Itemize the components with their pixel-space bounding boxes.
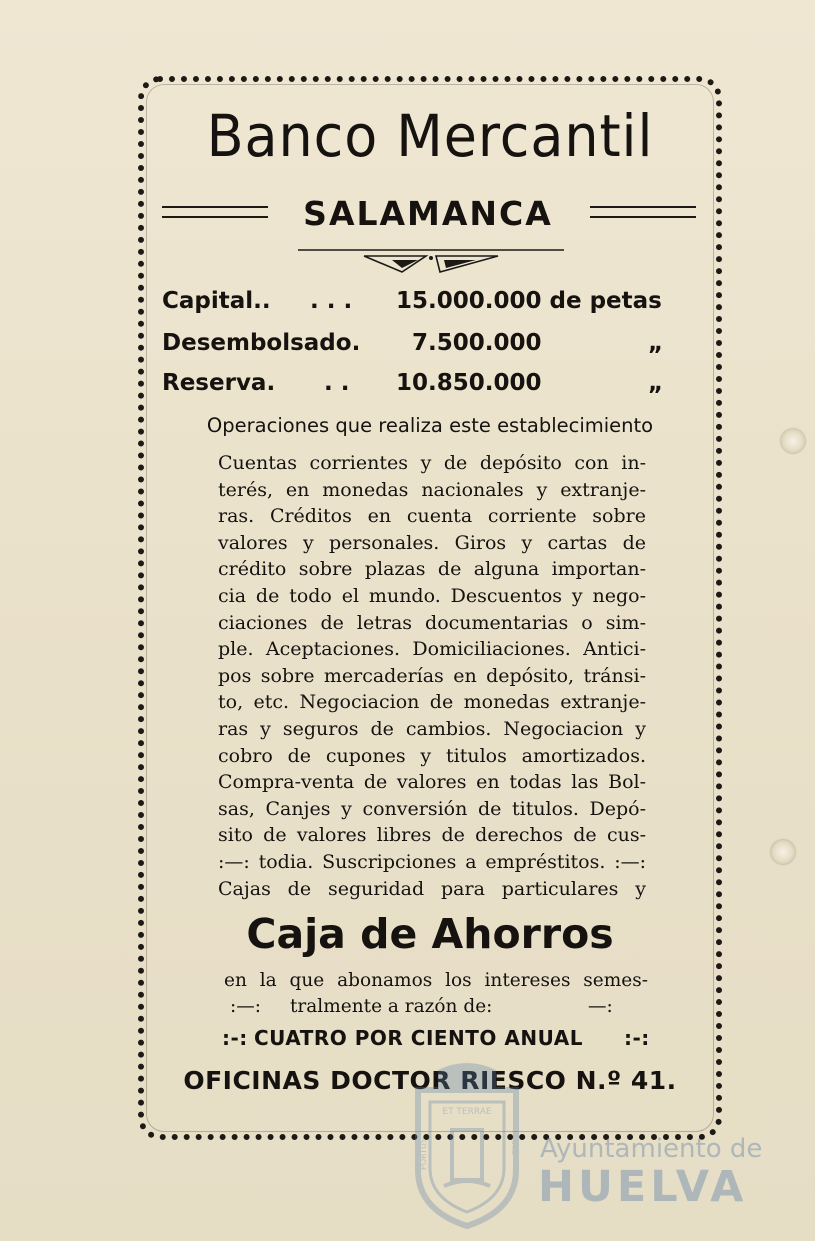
watermark-line2: HUELVA [538, 1162, 748, 1212]
savings-title: Caja de Ahorros [246, 910, 614, 958]
punch-hole [781, 429, 805, 453]
operations-line: Cuentas corrientes y de depósito con in- [218, 452, 646, 474]
office-address: OFICINAS DOCTOR RIESCO N.º 41. [183, 1066, 677, 1095]
operations-line: ras. Créditos en cuenta corriente sobre [218, 505, 646, 528]
operations-line: Compra-venta de valores en todas las Bol- [218, 771, 646, 794]
operations-line: crédito sobre plazas de alguna importan- [218, 558, 646, 581]
double-rule-right [590, 206, 696, 218]
capital-value: 15.000.000 de petas [396, 288, 662, 314]
operations-line: ple. Aceptaciones. Domiciliaciones. Antici- [218, 638, 646, 661]
operations-line: valores y personales. Giros y cartas de [218, 531, 646, 554]
watermark-seal-text: ET TERRAE [442, 1107, 492, 1117]
reserve-label: Reserva. [162, 370, 276, 396]
paid-in-row [162, 330, 702, 366]
rate-mark-left: :-: [222, 1026, 248, 1050]
city-banner [160, 194, 700, 234]
operations-line: sito de valores libres de derechos de cus- [218, 824, 646, 847]
capital-label: Capital.. [162, 288, 271, 314]
city-name: SALAMANCA [303, 194, 553, 233]
operations-line: cia de todo el mundo. Descuentos y nego- [218, 584, 646, 607]
double-rule-left [162, 206, 268, 218]
capital-row [162, 288, 702, 324]
paid-in-ditto: „ [648, 330, 664, 356]
reserve-dots: . . [324, 370, 350, 396]
operations-line: Cajas de seguridad para particulares y [218, 877, 646, 900]
operations-line: to, etc. Negociacion de monedas extranje- [218, 691, 646, 714]
operations-line: ciaciones de letras documentarias o sim- [218, 611, 646, 634]
operations-line: :—: todia. Suscripciones a empréstitos. :—: [218, 850, 646, 873]
watermark-seal-right: MARIS [510, 1130, 519, 1156]
savings-text-line: en la que abonamos los intereses semes- [224, 970, 648, 991]
interest-rate-text: CUATRO POR CIENTO ANUAL [254, 1026, 583, 1050]
watermark-line1: Ayuntamiento de [540, 1134, 763, 1164]
punch-hole [771, 840, 795, 864]
savings-rate-intro: tralmente a razón de: [290, 996, 493, 1017]
savings-mark-right: —: [588, 996, 613, 1017]
operations-heading: Operaciones que realiza este establecimiento [206, 414, 654, 437]
rate-mark-right: :-: [624, 1026, 650, 1050]
operations-line: terés, en monedas nacionales y extranje- [218, 478, 646, 501]
reserve-row [162, 370, 702, 406]
operations-line: pos sobre mercaderías en depósito, tránsi- [218, 664, 646, 687]
operations-line: cobro de cupones y titulos amortizados. [218, 744, 646, 767]
reserve-value: 10.850.000 [396, 370, 542, 396]
operations-line: sas, Canjes y conversión de titulos. Depó- [218, 797, 646, 820]
reserve-ditto: „ [648, 370, 664, 396]
operations-text [218, 450, 646, 902]
ornament-divider [296, 244, 566, 280]
bank-name: Banco Mercantil [206, 102, 654, 170]
paid-in-label: Desembolsado. [162, 330, 361, 356]
operations-line: ras y seguros de cambios. Negociacion y [218, 717, 646, 740]
paid-in-value: 7.500.000 [412, 330, 542, 356]
savings-mark-left: :—: [230, 996, 261, 1017]
capital-dots: . . . [310, 288, 353, 314]
watermark-seal-icon [408, 1060, 526, 1230]
watermark-seal-left: PORTUS [419, 1138, 428, 1170]
